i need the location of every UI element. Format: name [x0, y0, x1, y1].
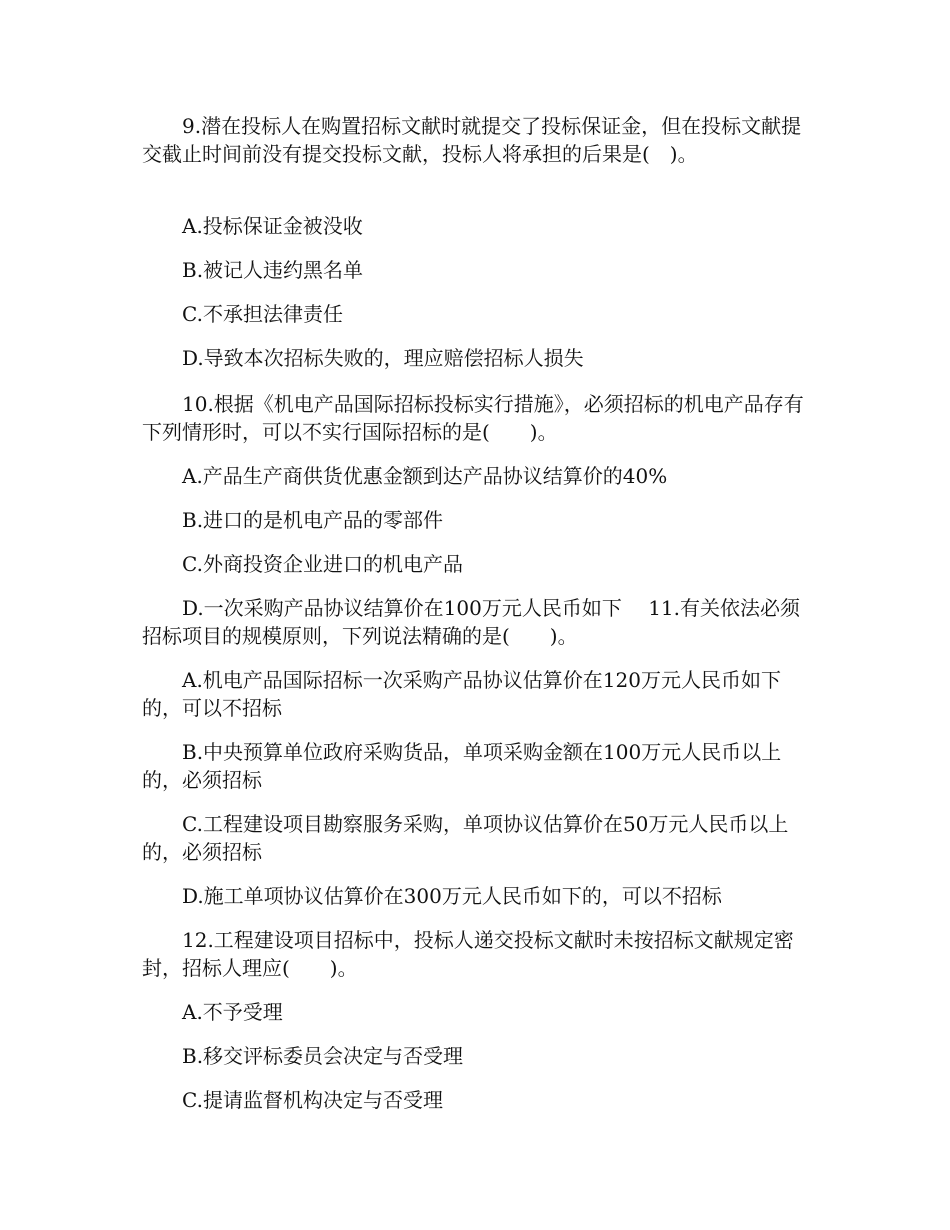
question-9-option-d: D.导致本次招标失败的，理应赔偿招标人损失 — [182, 346, 584, 370]
question-10-option-c: C.外商投资企业进口的机电产品 — [182, 552, 463, 576]
question-9-text: 9.潜在投标人在购置招标文献时就提交了投标保证金，但在投标文献提交截止时间前没有提交投标文献，投标人将承担的后果是( )。 — [142, 114, 802, 166]
question-12-text: 12.工程建设项目招标中，投标人递交投标文献时未按招标文献规定密封，招标人理应( )。 — [142, 928, 794, 980]
question-10-option-d-and-question-11-text: D.一次采购产品协议结算价在100万元人民币如下 11.有关依法必须招标项目的规模原则，下列说法精确的是( )。 — [142, 596, 801, 648]
question-10-option-a: A.产品生产商供货优惠金额到达产品协议结算价的40% — [182, 464, 668, 488]
question-11-option-c: C.工程建设项目勘察服务采购，单项协议估算价在50万元人民币以上的，必须招标 — [142, 812, 789, 864]
question-10-option-b: B.进口的是机电产品的零部件 — [182, 508, 444, 532]
question-9-option-c: C.不承担法律责任 — [182, 302, 343, 326]
question-9-option-b: B.被记人违约黑名单 — [182, 258, 364, 282]
question-12-option-c: C.提请监督机构决定与否受理 — [182, 1088, 443, 1112]
question-10-text: 10.根据《机电产品国际招标投标实行措施》，必须招标的机电产品存有下列情形时，可以不实行国际招标的是( )。 — [142, 392, 804, 444]
question-11-option-b: B.中央预算单位政府采购货品，单项采购金额在100万元人民币以上的，必须招标 — [142, 740, 782, 792]
question-11-option-d: D.施工单项协议估算价在300万元人民币如下的，可以不招标 — [182, 884, 722, 908]
question-9-option-a: A.投标保证金被没收 — [182, 214, 363, 238]
question-11-option-a: A.机电产品国际招标一次采购产品协议估算价在120万元人民币如下的，可以不招标 — [142, 668, 781, 720]
question-12-option-a: A.不予受理 — [182, 1000, 283, 1024]
question-12-option-b: B.移交评标委员会决定与否受理 — [182, 1044, 464, 1068]
